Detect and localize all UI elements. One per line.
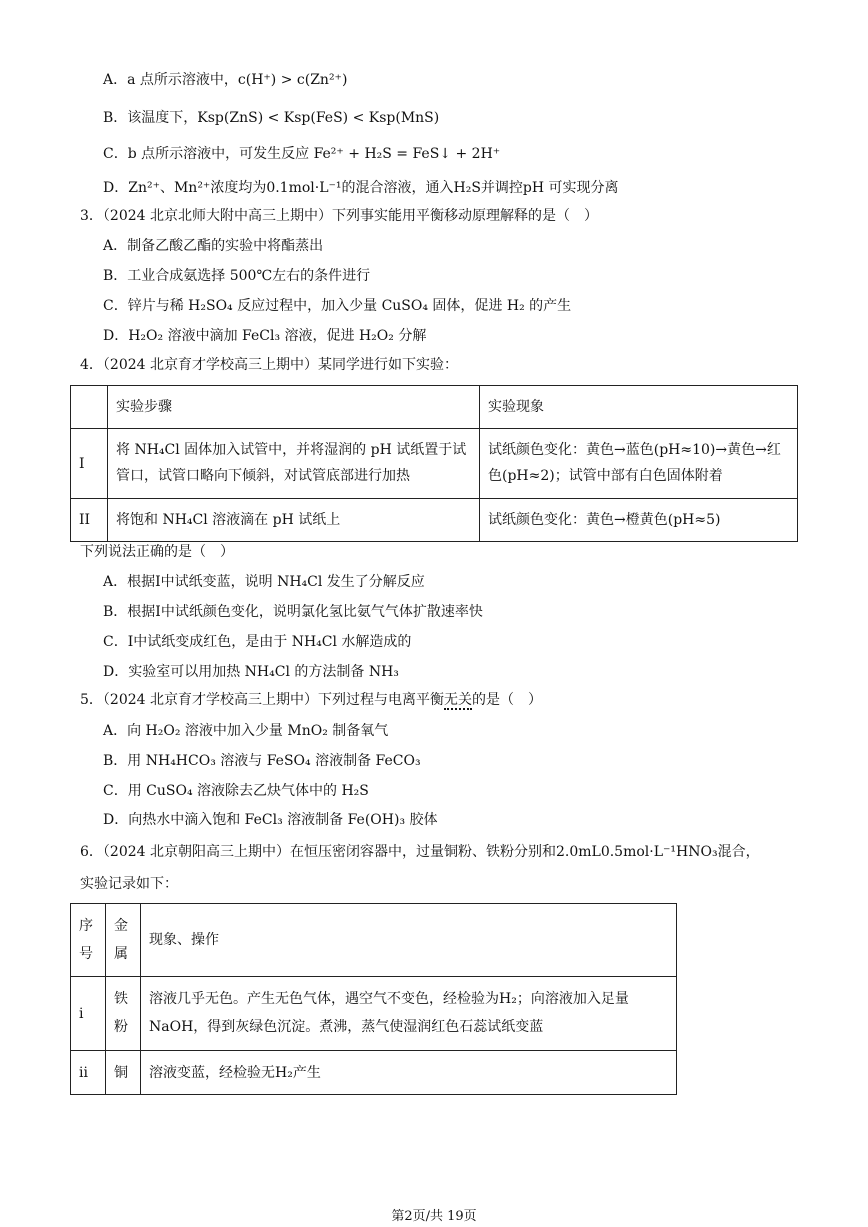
q3-option-a: A．制备乙酸乙酯的实验中将酯蒸出 — [103, 238, 324, 254]
q6-cell-2-1: 铜 — [106, 1051, 141, 1095]
q6-stem: 6．（2024 北京朝阳高三上期中）在恒压密闭容器中，过量铜粉、铁粉分别和2.0mL0.5mol·L⁻¹HNO₃混合， — [80, 844, 760, 860]
table-row — [71, 1051, 677, 1095]
q4-option-d: D．实验室可以用加热 NH₄Cl 的方法制备 NH₃ — [103, 664, 399, 680]
table-row — [71, 904, 677, 977]
q6-cell-1-0: i — [71, 977, 106, 1051]
q4-stem: 4．（2024 北京育才学校高三上期中）某同学进行如下实验： — [80, 357, 458, 373]
q6-header-0: 序号 — [71, 904, 106, 977]
q4-cell-1-1: 将 NH₄Cl 固体加入试管中，并将湿润的 pH 试纸置于试管口，试管口略向下倾斜，对试管底部进行加热 — [108, 429, 480, 499]
q4-cell-2-1: 将饱和 NH₄Cl 溶液滴在 pH 试纸上 — [108, 499, 480, 542]
q4-option-a: A．根据I中试纸变蓝，说明 NH₄Cl 发生了分解反应 — [103, 574, 425, 590]
q6-header-2: 现象、操作 — [141, 904, 677, 977]
q6-cell-2-0: ii — [71, 1051, 106, 1095]
q4-cell-1-2: 试纸颜色变化：黄色→蓝色(pH≈10)→黄色→红色(pH≈2)；试管中部有白色固体附着 — [480, 429, 798, 499]
q4-cell-2-2: 试纸颜色变化：黄色→橙黄色(pH≈5) — [480, 499, 798, 542]
q5-stem — [80, 690, 542, 710]
q2-option-b: B．该温度下，Ksp(ZnS) < Ksp(FeS) < Ksp(MnS) — [103, 110, 440, 126]
q4-option-b: B．根据I中试纸颜色变化，说明氯化氢比氨气气体扩散速率快 — [103, 604, 483, 620]
table-row — [71, 386, 798, 429]
table-row — [71, 429, 798, 499]
q5-stem-emphasis: 无关 — [444, 692, 472, 708]
q4-question: 下列说法正确的是（ ） — [80, 544, 234, 560]
q4-cell-1-0: I — [71, 429, 108, 499]
q5-option-d: D．向热水中滴入饱和 FeCl₃ 溶液制备 Fe(OH)₃ 胶体 — [103, 812, 438, 828]
q6-cell-2-2: 溶液变蓝，经检验无H₂产生 — [141, 1051, 677, 1095]
q6-stem-2: 实验记录如下： — [80, 876, 178, 892]
q3-option-b: B．工业合成氨选择 500℃左右的条件进行 — [103, 268, 371, 284]
q2-option-a: A．a 点所示溶液中，c(H⁺) > c(Zn²⁺) — [103, 72, 348, 88]
q4-header-0 — [71, 386, 108, 429]
q4-header-2: 实验现象 — [480, 386, 798, 429]
q4-table — [70, 385, 798, 542]
q6-table — [70, 903, 677, 1095]
q3-stem: 3．（2024 北京北师大附中高三上期中）下列事实能用平衡移动原理解释的是（ ） — [80, 208, 598, 224]
q5-stem-post: 的是（ ） — [472, 692, 542, 708]
q6-cell-1-1: 铁粉 — [106, 977, 141, 1051]
q6-cell-1-2: 溶液几乎无色。产生无色气体，遇空气不变色，经检验为H₂；向溶液加入足量NaOH，得到灰绿色沉淀。煮沸，蒸气使湿润红色石蕊试纸变蓝 — [141, 977, 677, 1051]
table-row — [71, 499, 798, 542]
q5-option-c: C．用 CuSO₄ 溶液除去乙炔气体中的 H₂S — [103, 783, 369, 799]
q5-option-b: B．用 NH₄HCO₃ 溶液与 FeSO₄ 溶液制备 FeCO₃ — [103, 753, 421, 769]
q4-header-1: 实验步骤 — [108, 386, 480, 429]
q4-cell-2-0: II — [71, 499, 108, 542]
q2-option-d: D．Zn²⁺、Mn²⁺浓度均为0.1mol·L⁻¹的混合溶液，通入H₂S并调控pH 可实现分离 — [103, 180, 619, 196]
q6-header-1: 金属 — [106, 904, 141, 977]
q5-stem-pre: 5．（2024 北京育才学校高三上期中）下列过程与电离平衡 — [80, 692, 444, 708]
q2-option-c: C．b 点所示溶液中，可发生反应 Fe²⁺ + H₂S = FeS↓ + 2H⁺ — [103, 146, 501, 162]
page-footer: 第2页/共 19页 — [391, 1209, 477, 1224]
q4-option-c: C．I中试纸变成红色，是由于 NH₄Cl 水解造成的 — [103, 634, 412, 650]
q3-option-d: D．H₂O₂ 溶液中滴加 FeCl₃ 溶液，促进 H₂O₂ 分解 — [103, 328, 427, 344]
table-row — [71, 977, 677, 1051]
q5-option-a: A．向 H₂O₂ 溶液中加入少量 MnO₂ 制备氧气 — [103, 723, 389, 739]
q3-option-c: C．锌片与稀 H₂SO₄ 反应过程中，加入少量 CuSO₄ 固体，促进 H₂ 的产生 — [103, 298, 572, 314]
